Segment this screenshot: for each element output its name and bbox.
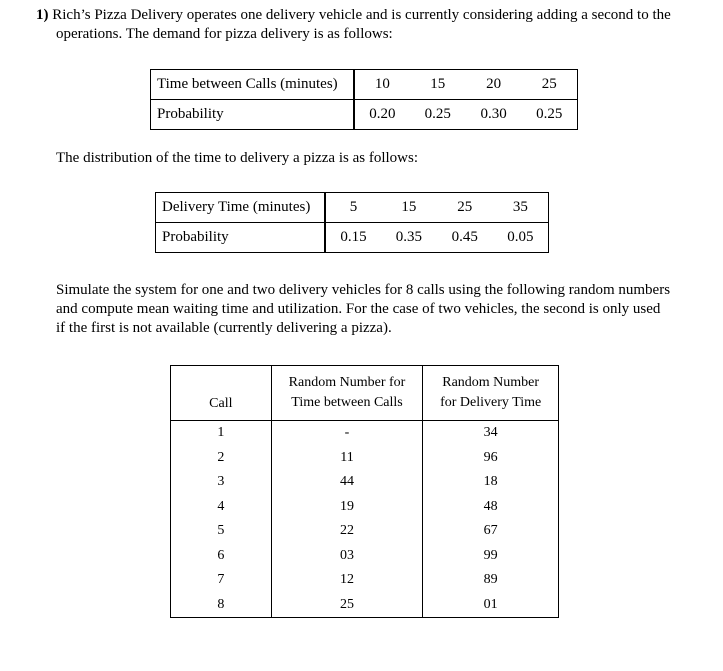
- delivery-prob-row: [156, 223, 549, 253]
- demand-time-cell: 10: [354, 70, 410, 100]
- table-row: [171, 593, 559, 618]
- question-number: 1): [36, 7, 49, 23]
- simulate-text: [56, 281, 716, 338]
- delivery-prob-cell: 0.05: [507, 229, 534, 245]
- demand-time-cell: 20: [466, 70, 522, 100]
- question-text: [36, 6, 716, 44]
- demand-prob-row: [151, 100, 578, 130]
- delivery-table: [155, 192, 549, 253]
- demand-time-cell: 15: [410, 70, 466, 100]
- call-cell: 2: [171, 446, 272, 471]
- header-rn-calls-line2: Time between Calls: [291, 395, 403, 410]
- rn-calls-cell: -: [271, 421, 423, 446]
- question-line-1: [36, 6, 716, 25]
- rn-calls-cell: 22: [271, 519, 423, 544]
- rn-calls-cell: 19: [271, 495, 423, 520]
- table-row: [171, 495, 559, 520]
- header-rn-delivery-line1: Random Number: [442, 375, 540, 390]
- header-call: Call: [171, 366, 272, 421]
- rn-delivery-cell: 99: [483, 547, 498, 563]
- rn-delivery-cell: 18: [483, 474, 498, 490]
- simulate-line-3: if the first is not available (currently delivering a pizza).: [56, 320, 392, 336]
- delivery-time-label: Delivery Time (minutes): [156, 193, 326, 223]
- delivery-time-cell: 25: [437, 193, 493, 223]
- header-rn-calls: [271, 366, 423, 421]
- table-row: [171, 544, 559, 569]
- rn-delivery-cell: 34: [483, 425, 498, 441]
- delivery-time-cell: 35: [493, 193, 549, 223]
- demand-time-cell: 25: [522, 70, 578, 100]
- call-cell: 5: [171, 519, 272, 544]
- demand-prob-cell: 0.25: [536, 106, 563, 122]
- rn-calls-cell: 25: [271, 593, 423, 618]
- table-row: [171, 519, 559, 544]
- random-numbers-table: [170, 365, 559, 618]
- table-row: [171, 568, 559, 593]
- rn-delivery-cell: 67: [483, 523, 498, 539]
- rn-delivery-cell: 01: [483, 596, 498, 612]
- header-rn-delivery: [423, 366, 559, 421]
- rn-calls-cell: 12: [271, 568, 423, 593]
- call-cell: 1: [171, 421, 272, 446]
- demand-prob-cell: 0.30: [480, 106, 507, 122]
- rn-delivery-cell: 48: [483, 498, 498, 514]
- demand-time-row: [151, 70, 578, 100]
- rn-calls-cell: 44: [271, 470, 423, 495]
- header-rn-delivery-line2: for Delivery Time: [440, 395, 542, 410]
- question-line-1-text: Rich’s Pizza Delivery operates one delivery vehicle and is currently considering adding a second to the: [52, 7, 671, 23]
- simulate-line-1: Simulate the system for one and two delivery vehicles for 8 calls using the following random numbers: [56, 282, 671, 298]
- question-line-2: operations. The demand for pizza delivery is as follows:: [56, 26, 393, 42]
- header-rn-calls-line1: Random Number for: [288, 375, 406, 390]
- simulate-line-2: and compute mean waiting time and utilization. For the case of two vehicles, the second is only used: [56, 301, 661, 317]
- call-cell: 7: [171, 568, 272, 593]
- table-row: [171, 421, 559, 446]
- demand-table: [150, 69, 578, 130]
- table-row: [171, 470, 559, 495]
- delivery-time-row: [156, 193, 549, 223]
- call-cell: 4: [171, 495, 272, 520]
- table-row: [171, 446, 559, 471]
- delivery-time-cell: 5: [325, 193, 381, 223]
- rn-calls-cell: 03: [271, 544, 423, 569]
- delivery-intro: The distribution of the time to delivery a pizza is as follows:: [56, 150, 418, 166]
- call-cell: 3: [171, 470, 272, 495]
- rn-calls-cell: 11: [271, 446, 423, 471]
- call-cell: 6: [171, 544, 272, 569]
- call-cell: 8: [171, 593, 272, 618]
- delivery-prob-cell: 0.15: [340, 229, 367, 245]
- delivery-prob-cell: 0.45: [451, 229, 478, 245]
- rn-delivery-cell: 89: [483, 572, 498, 588]
- demand-prob-cell: 0.25: [424, 106, 451, 122]
- rn-delivery-cell: 96: [483, 449, 498, 465]
- random-table-header: [171, 366, 559, 421]
- delivery-time-cell: 15: [381, 193, 437, 223]
- delivery-prob-label: Probability: [156, 223, 326, 253]
- delivery-prob-cell: 0.35: [395, 229, 422, 245]
- demand-prob-label: Probability: [151, 100, 354, 130]
- demand-time-label: Time between Calls (minutes): [151, 70, 354, 100]
- demand-prob-cell: 0.20: [369, 106, 396, 122]
